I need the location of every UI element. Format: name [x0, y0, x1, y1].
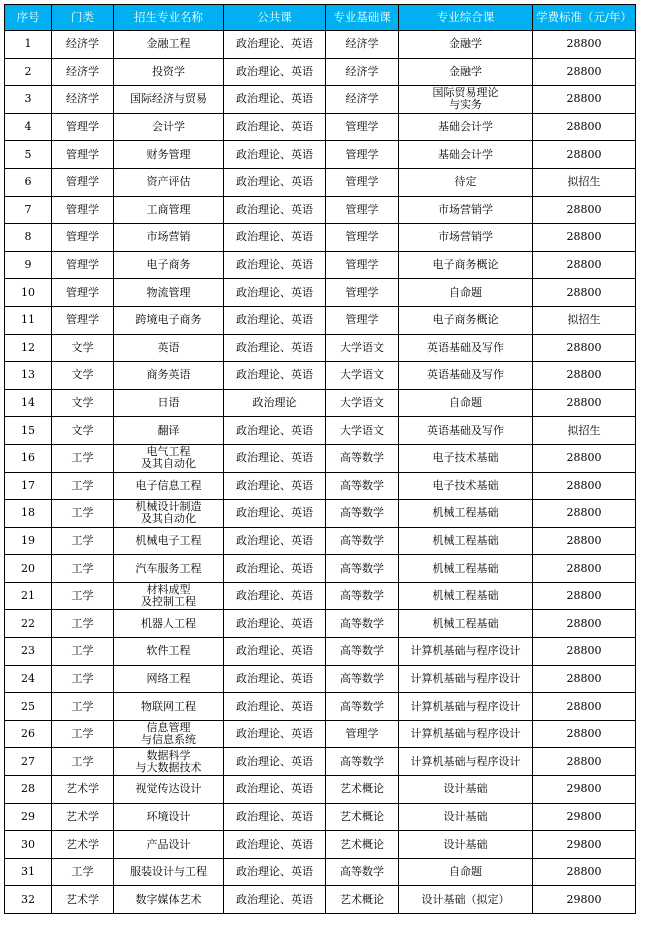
cell-tuition: 28800 — [533, 527, 636, 555]
table-row — [5, 224, 636, 252]
cell-tuition: 28800 — [533, 582, 636, 610]
table-row — [5, 196, 636, 224]
cell-tuition: 29800 — [533, 886, 636, 914]
cell-major: 服装设计与工程 — [114, 858, 224, 886]
cell-index: 19 — [5, 527, 52, 555]
cell-major: 财务管理 — [114, 141, 224, 169]
cell-basic-course: 经济学 — [326, 58, 399, 86]
cell-basic-course: 管理学 — [326, 306, 399, 334]
cell-index: 11 — [5, 306, 52, 334]
cell-category: 工学 — [52, 555, 114, 583]
cell-public-course: 政治理论、英语 — [224, 472, 326, 500]
cell-index: 32 — [5, 886, 52, 914]
table-row — [5, 334, 636, 362]
cell-major: 会计学 — [114, 113, 224, 141]
cell-major: 工商管理 — [114, 196, 224, 224]
cell-comprehensive-course: 金融学 — [399, 58, 533, 86]
cell-public-course: 政治理论、英语 — [224, 582, 326, 610]
cell-major: 国际经济与贸易 — [114, 86, 224, 114]
cell-comprehensive-course: 电子商务概论 — [399, 306, 533, 334]
cell-tuition: 28800 — [533, 224, 636, 252]
cell-public-course: 政治理论、英语 — [224, 693, 326, 721]
cell-comprehensive-course: 金融学 — [399, 31, 533, 59]
cell-basic-course: 大学语文 — [326, 389, 399, 417]
cell-basic-course: 管理学 — [326, 224, 399, 252]
cell-tuition: 29800 — [533, 831, 636, 859]
cell-comprehensive-course: 基础会计学 — [399, 141, 533, 169]
cell-index: 14 — [5, 389, 52, 417]
table-row — [5, 168, 636, 196]
table-row — [5, 610, 636, 638]
cell-comprehensive-course: 市场营销学 — [399, 196, 533, 224]
cell-index: 28 — [5, 776, 52, 804]
cell-index: 17 — [5, 472, 52, 500]
cell-index: 15 — [5, 417, 52, 445]
cell-comprehensive-course: 自命题 — [399, 389, 533, 417]
cell-index: 30 — [5, 831, 52, 859]
table-header — [5, 5, 636, 31]
header-comprehensive-course: 专业综合课 — [399, 5, 533, 31]
cell-category: 工学 — [52, 472, 114, 500]
cell-major: 跨境电子商务 — [114, 306, 224, 334]
cell-public-course: 政治理论、英语 — [224, 251, 326, 279]
cell-index: 8 — [5, 224, 52, 252]
cell-public-course: 政治理论、英语 — [224, 168, 326, 196]
cell-tuition: 28800 — [533, 251, 636, 279]
cell-basic-course: 艺术概论 — [326, 886, 399, 914]
cell-basic-course: 高等数学 — [326, 527, 399, 555]
cell-comprehensive-course: 设计基础 — [399, 776, 533, 804]
cell-major: 电子信息工程 — [114, 472, 224, 500]
cell-basic-course: 管理学 — [326, 720, 399, 748]
cell-index: 27 — [5, 748, 52, 776]
cell-basic-course: 管理学 — [326, 279, 399, 307]
cell-category: 文学 — [52, 417, 114, 445]
cell-tuition: 28800 — [533, 279, 636, 307]
cell-comprehensive-course: 英语基础及写作 — [399, 362, 533, 390]
cell-category: 工学 — [52, 527, 114, 555]
cell-public-course: 政治理论、英语 — [224, 224, 326, 252]
cell-index: 18 — [5, 500, 52, 528]
table-row — [5, 803, 636, 831]
cell-index: 9 — [5, 251, 52, 279]
header-row — [5, 5, 636, 31]
cell-basic-course: 高等数学 — [326, 582, 399, 610]
cell-major: 信息管理 与信息系统 — [114, 720, 224, 748]
cell-major: 网络工程 — [114, 665, 224, 693]
cell-tuition: 28800 — [533, 610, 636, 638]
header-public-course: 公共课 — [224, 5, 326, 31]
cell-comprehensive-course: 机械工程基础 — [399, 500, 533, 528]
cell-comprehensive-course: 计算机基础与程序设计 — [399, 748, 533, 776]
cell-tuition: 28800 — [533, 113, 636, 141]
cell-public-course: 政治理论、英语 — [224, 417, 326, 445]
table-row — [5, 748, 636, 776]
cell-public-course: 政治理论、英语 — [224, 279, 326, 307]
cell-public-course: 政治理论、英语 — [224, 748, 326, 776]
cell-category: 艺术学 — [52, 803, 114, 831]
cell-basic-course: 管理学 — [326, 196, 399, 224]
cell-tuition: 28800 — [533, 31, 636, 59]
cell-tuition: 拟招生 — [533, 306, 636, 334]
cell-basic-course: 大学语文 — [326, 334, 399, 362]
cell-tuition: 28800 — [533, 362, 636, 390]
table-body — [5, 31, 636, 914]
cell-basic-course: 高等数学 — [326, 638, 399, 666]
cell-public-course: 政治理论、英语 — [224, 86, 326, 114]
cell-category: 艺术学 — [52, 831, 114, 859]
cell-tuition: 28800 — [533, 472, 636, 500]
cell-comprehensive-course: 计算机基础与程序设计 — [399, 638, 533, 666]
cell-major: 投资学 — [114, 58, 224, 86]
table-row — [5, 472, 636, 500]
cell-index: 1 — [5, 31, 52, 59]
cell-public-course: 政治理论、英语 — [224, 665, 326, 693]
cell-major: 电气工程 及其自动化 — [114, 444, 224, 472]
cell-index: 5 — [5, 141, 52, 169]
cell-index: 16 — [5, 444, 52, 472]
cell-comprehensive-course: 英语基础及写作 — [399, 334, 533, 362]
cell-tuition: 28800 — [533, 555, 636, 583]
cell-basic-course: 管理学 — [326, 251, 399, 279]
cell-tuition: 28800 — [533, 58, 636, 86]
cell-basic-course: 艺术概论 — [326, 831, 399, 859]
enrollment-table-sheet — [4, 4, 636, 914]
cell-comprehensive-course: 电子技术基础 — [399, 472, 533, 500]
cell-major: 数字媒体艺术 — [114, 886, 224, 914]
cell-index: 22 — [5, 610, 52, 638]
cell-major: 资产评估 — [114, 168, 224, 196]
cell-category: 经济学 — [52, 86, 114, 114]
cell-comprehensive-course: 机械工程基础 — [399, 582, 533, 610]
cell-category: 文学 — [52, 389, 114, 417]
cell-category: 管理学 — [52, 306, 114, 334]
cell-index: 4 — [5, 113, 52, 141]
cell-index: 29 — [5, 803, 52, 831]
cell-category: 工学 — [52, 748, 114, 776]
cell-index: 23 — [5, 638, 52, 666]
cell-category: 文学 — [52, 362, 114, 390]
cell-category: 工学 — [52, 500, 114, 528]
table-row — [5, 555, 636, 583]
cell-comprehensive-course: 基础会计学 — [399, 113, 533, 141]
cell-basic-course: 管理学 — [326, 168, 399, 196]
cell-tuition: 29800 — [533, 776, 636, 804]
cell-public-course: 政治理论、英语 — [224, 113, 326, 141]
header-tuition: 学费标准（元/年） — [533, 5, 636, 31]
cell-public-course: 政治理论、英语 — [224, 886, 326, 914]
cell-comprehensive-course: 市场营销学 — [399, 224, 533, 252]
cell-index: 10 — [5, 279, 52, 307]
cell-major: 数据科学 与大数据技术 — [114, 748, 224, 776]
table-row — [5, 58, 636, 86]
cell-major: 电子商务 — [114, 251, 224, 279]
cell-basic-course: 大学语文 — [326, 417, 399, 445]
table-row — [5, 693, 636, 721]
cell-index: 26 — [5, 720, 52, 748]
cell-public-course: 政治理论、英语 — [224, 58, 326, 86]
cell-comprehensive-course: 国际贸易理论 与实务 — [399, 86, 533, 114]
cell-tuition: 28800 — [533, 858, 636, 886]
cell-comprehensive-course: 待定 — [399, 168, 533, 196]
cell-basic-course: 高等数学 — [326, 858, 399, 886]
cell-public-course: 政治理论、英语 — [224, 776, 326, 804]
header-index: 序号 — [5, 5, 52, 31]
table-row — [5, 500, 636, 528]
cell-public-course: 政治理论、英语 — [224, 31, 326, 59]
cell-comprehensive-course: 设计基础 — [399, 803, 533, 831]
cell-major: 软件工程 — [114, 638, 224, 666]
cell-tuition: 28800 — [533, 720, 636, 748]
cell-basic-course: 高等数学 — [326, 748, 399, 776]
cell-comprehensive-course: 英语基础及写作 — [399, 417, 533, 445]
cell-category: 管理学 — [52, 224, 114, 252]
cell-basic-course: 经济学 — [326, 86, 399, 114]
cell-major: 机器人工程 — [114, 610, 224, 638]
cell-category: 管理学 — [52, 251, 114, 279]
cell-major: 物流管理 — [114, 279, 224, 307]
cell-category: 管理学 — [52, 141, 114, 169]
cell-comprehensive-course: 自命题 — [399, 858, 533, 886]
cell-basic-course: 高等数学 — [326, 555, 399, 583]
cell-major: 产品设计 — [114, 831, 224, 859]
cell-category: 工学 — [52, 720, 114, 748]
table-row — [5, 251, 636, 279]
cell-basic-course: 高等数学 — [326, 444, 399, 472]
enrollment-table — [4, 4, 636, 914]
cell-basic-course: 大学语文 — [326, 362, 399, 390]
cell-basic-course: 高等数学 — [326, 610, 399, 638]
cell-major: 机械设计制造 及其自动化 — [114, 500, 224, 528]
cell-public-course: 政治理论、英语 — [224, 306, 326, 334]
cell-public-course: 政治理论、英语 — [224, 444, 326, 472]
cell-comprehensive-course: 机械工程基础 — [399, 610, 533, 638]
cell-basic-course: 高等数学 — [326, 693, 399, 721]
cell-category: 文学 — [52, 334, 114, 362]
cell-index: 24 — [5, 665, 52, 693]
header-basic-course: 专业基础课 — [326, 5, 399, 31]
cell-index: 21 — [5, 582, 52, 610]
cell-category: 工学 — [52, 665, 114, 693]
cell-public-course: 政治理论、英语 — [224, 803, 326, 831]
cell-public-course: 政治理论、英语 — [224, 527, 326, 555]
cell-category: 管理学 — [52, 279, 114, 307]
cell-comprehensive-course: 电子技术基础 — [399, 444, 533, 472]
cell-basic-course: 高等数学 — [326, 500, 399, 528]
cell-index: 3 — [5, 86, 52, 114]
cell-index: 25 — [5, 693, 52, 721]
table-row — [5, 886, 636, 914]
cell-index: 20 — [5, 555, 52, 583]
cell-major: 汽车服务工程 — [114, 555, 224, 583]
cell-category: 管理学 — [52, 113, 114, 141]
table-row — [5, 665, 636, 693]
table-row — [5, 582, 636, 610]
cell-tuition: 拟招生 — [533, 417, 636, 445]
cell-tuition: 28800 — [533, 444, 636, 472]
cell-public-course: 政治理论、英语 — [224, 500, 326, 528]
cell-tuition: 28800 — [533, 334, 636, 362]
cell-category: 管理学 — [52, 168, 114, 196]
table-row — [5, 638, 636, 666]
cell-category: 工学 — [52, 610, 114, 638]
cell-index: 2 — [5, 58, 52, 86]
cell-basic-course: 高等数学 — [326, 665, 399, 693]
table-row — [5, 86, 636, 114]
cell-public-course: 政治理论、英语 — [224, 831, 326, 859]
cell-comprehensive-course: 电子商务概论 — [399, 251, 533, 279]
cell-tuition: 28800 — [533, 748, 636, 776]
cell-comprehensive-course: 自命题 — [399, 279, 533, 307]
table-row — [5, 306, 636, 334]
cell-major: 英语 — [114, 334, 224, 362]
cell-category: 工学 — [52, 638, 114, 666]
cell-tuition: 28800 — [533, 196, 636, 224]
cell-public-course: 政治理论、英语 — [224, 362, 326, 390]
cell-comprehensive-course: 机械工程基础 — [399, 555, 533, 583]
cell-basic-course: 艺术概论 — [326, 776, 399, 804]
cell-basic-course: 管理学 — [326, 113, 399, 141]
cell-public-course: 政治理论 — [224, 389, 326, 417]
table-row — [5, 831, 636, 859]
cell-major: 市场营销 — [114, 224, 224, 252]
cell-category: 工学 — [52, 693, 114, 721]
cell-basic-course: 经济学 — [326, 31, 399, 59]
cell-tuition: 28800 — [533, 141, 636, 169]
table-row — [5, 858, 636, 886]
table-row — [5, 113, 636, 141]
cell-public-course: 政治理论、英语 — [224, 555, 326, 583]
cell-comprehensive-course: 设计基础（拟定） — [399, 886, 533, 914]
table-row — [5, 279, 636, 307]
cell-index: 13 — [5, 362, 52, 390]
table-row — [5, 527, 636, 555]
cell-major: 翻译 — [114, 417, 224, 445]
cell-major: 机械电子工程 — [114, 527, 224, 555]
cell-category: 经济学 — [52, 31, 114, 59]
cell-public-course: 政治理论、英语 — [224, 141, 326, 169]
cell-major: 商务英语 — [114, 362, 224, 390]
cell-index: 12 — [5, 334, 52, 362]
cell-tuition: 29800 — [533, 803, 636, 831]
cell-category: 艺术学 — [52, 776, 114, 804]
cell-comprehensive-course: 计算机基础与程序设计 — [399, 720, 533, 748]
cell-major: 视觉传达设计 — [114, 776, 224, 804]
cell-public-course: 政治理论、英语 — [224, 638, 326, 666]
cell-basic-course: 管理学 — [326, 141, 399, 169]
cell-major: 环境设计 — [114, 803, 224, 831]
cell-index: 6 — [5, 168, 52, 196]
cell-basic-course: 艺术概论 — [326, 803, 399, 831]
table-row — [5, 31, 636, 59]
cell-major: 日语 — [114, 389, 224, 417]
cell-category: 工学 — [52, 858, 114, 886]
table-row — [5, 720, 636, 748]
cell-major: 材料成型 及控制工程 — [114, 582, 224, 610]
cell-public-course: 政治理论、英语 — [224, 720, 326, 748]
header-major: 招生专业名称 — [114, 5, 224, 31]
cell-public-course: 政治理论、英语 — [224, 196, 326, 224]
table-row — [5, 417, 636, 445]
table-row — [5, 776, 636, 804]
cell-category: 管理学 — [52, 196, 114, 224]
cell-comprehensive-course: 计算机基础与程序设计 — [399, 693, 533, 721]
cell-public-course: 政治理论、英语 — [224, 334, 326, 362]
cell-tuition: 28800 — [533, 638, 636, 666]
cell-tuition: 28800 — [533, 389, 636, 417]
cell-public-course: 政治理论、英语 — [224, 610, 326, 638]
table-row — [5, 389, 636, 417]
cell-major: 物联网工程 — [114, 693, 224, 721]
cell-major: 金融工程 — [114, 31, 224, 59]
cell-public-course: 政治理论、英语 — [224, 858, 326, 886]
cell-index: 7 — [5, 196, 52, 224]
cell-category: 经济学 — [52, 58, 114, 86]
cell-comprehensive-course: 机械工程基础 — [399, 527, 533, 555]
cell-tuition: 28800 — [533, 500, 636, 528]
cell-tuition: 拟招生 — [533, 168, 636, 196]
cell-tuition: 28800 — [533, 86, 636, 114]
cell-index: 31 — [5, 858, 52, 886]
cell-comprehensive-course: 计算机基础与程序设计 — [399, 665, 533, 693]
header-category: 门类 — [52, 5, 114, 31]
table-row — [5, 444, 636, 472]
cell-basic-course: 高等数学 — [326, 472, 399, 500]
table-row — [5, 141, 636, 169]
cell-tuition: 28800 — [533, 665, 636, 693]
cell-category: 艺术学 — [52, 886, 114, 914]
table-row — [5, 362, 636, 390]
cell-tuition: 28800 — [533, 693, 636, 721]
cell-category: 工学 — [52, 444, 114, 472]
cell-category: 工学 — [52, 582, 114, 610]
cell-comprehensive-course: 设计基础 — [399, 831, 533, 859]
